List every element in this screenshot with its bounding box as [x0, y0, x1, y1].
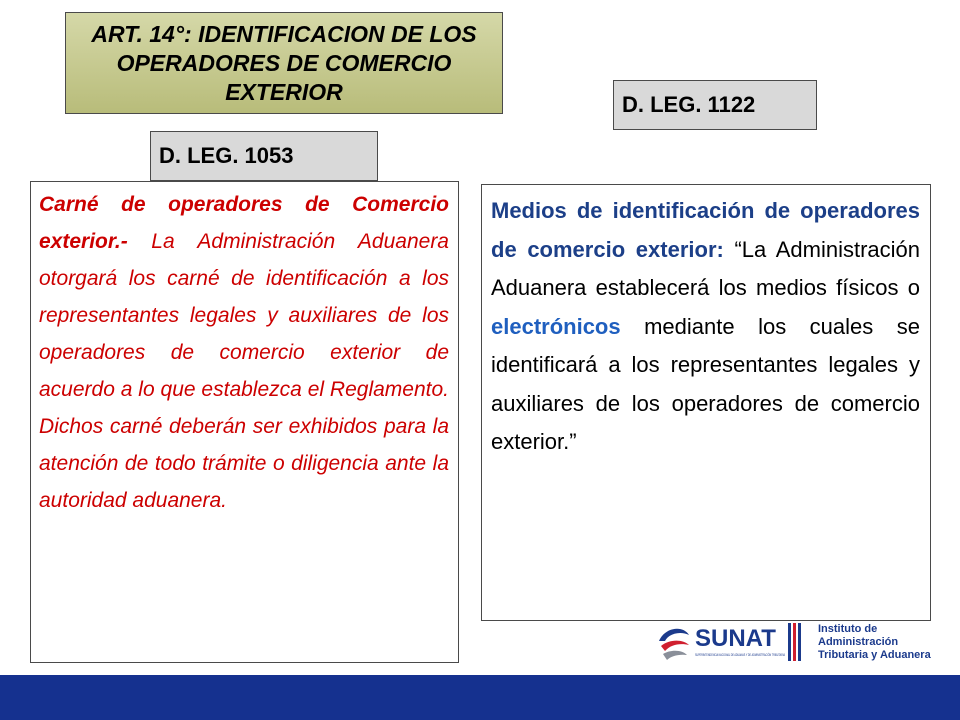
logo-subtitle-line-1: Instituto de [818, 623, 878, 635]
logo-subtitle-line-2: Administración [818, 636, 899, 648]
decree-label-1122 [613, 80, 817, 130]
right-article-box [481, 184, 931, 621]
page-title: ART. 14°: IDENTIFICACION DE LOS OPERADORES DE COMERCIO EXTERIOR [91, 20, 477, 105]
logo-divider-blue-1 [788, 623, 791, 661]
right-article-text [491, 192, 920, 462]
right-article-heading: Medios de identificación de operadores de comercio exterior: [491, 198, 920, 262]
left-article-heading: Carné de operadores de Comercio exterior.- [39, 193, 449, 253]
decree-label-1053-text: D. LEG. 1053 [159, 143, 294, 168]
footer-bar [0, 675, 960, 720]
left-article-body: La Administración Aduanera otorgará los carné de identificación a los representantes legales y auxiliares de los operadores de comercio exterior de acuerdo a lo que establezca el Reglamento. Dichos carné deberán ser exhibidos para la atención de todo trámite o diligencia ante la autoridad aduanera. [39, 230, 449, 512]
sunat-logo-graphic [655, 619, 945, 667]
logo-divider-blue-2 [798, 623, 801, 661]
decree-label-1053 [150, 131, 378, 181]
sunat-swirl-icon [659, 629, 689, 660]
logo-subtitle-line-3: Tributaria y Aduanera [818, 649, 931, 661]
left-article-box [30, 181, 459, 663]
sunat-tagline-text: SUPERINTENDENCIA NACIONAL DE ADUANAS Y DE ADMINISTRACIÓN TRIBUTARIA [695, 652, 786, 657]
title-box [65, 12, 503, 114]
right-article-body-2: mediante los cuales se identificará a los representantes legales y auxiliares de los operadores de comercio exterior.” [491, 313, 920, 454]
sunat-logo [655, 619, 945, 667]
right-article-highlight: electrónicos [491, 313, 621, 339]
right-article-body-1: “La Administración Aduanera establecerá los medios físicos o [491, 236, 920, 300]
decree-label-1122-text: D. LEG. 1122 [622, 92, 756, 117]
sunat-brand-text: SUNAT [695, 625, 776, 652]
logo-divider-red [793, 623, 796, 661]
left-article-text [39, 186, 449, 519]
